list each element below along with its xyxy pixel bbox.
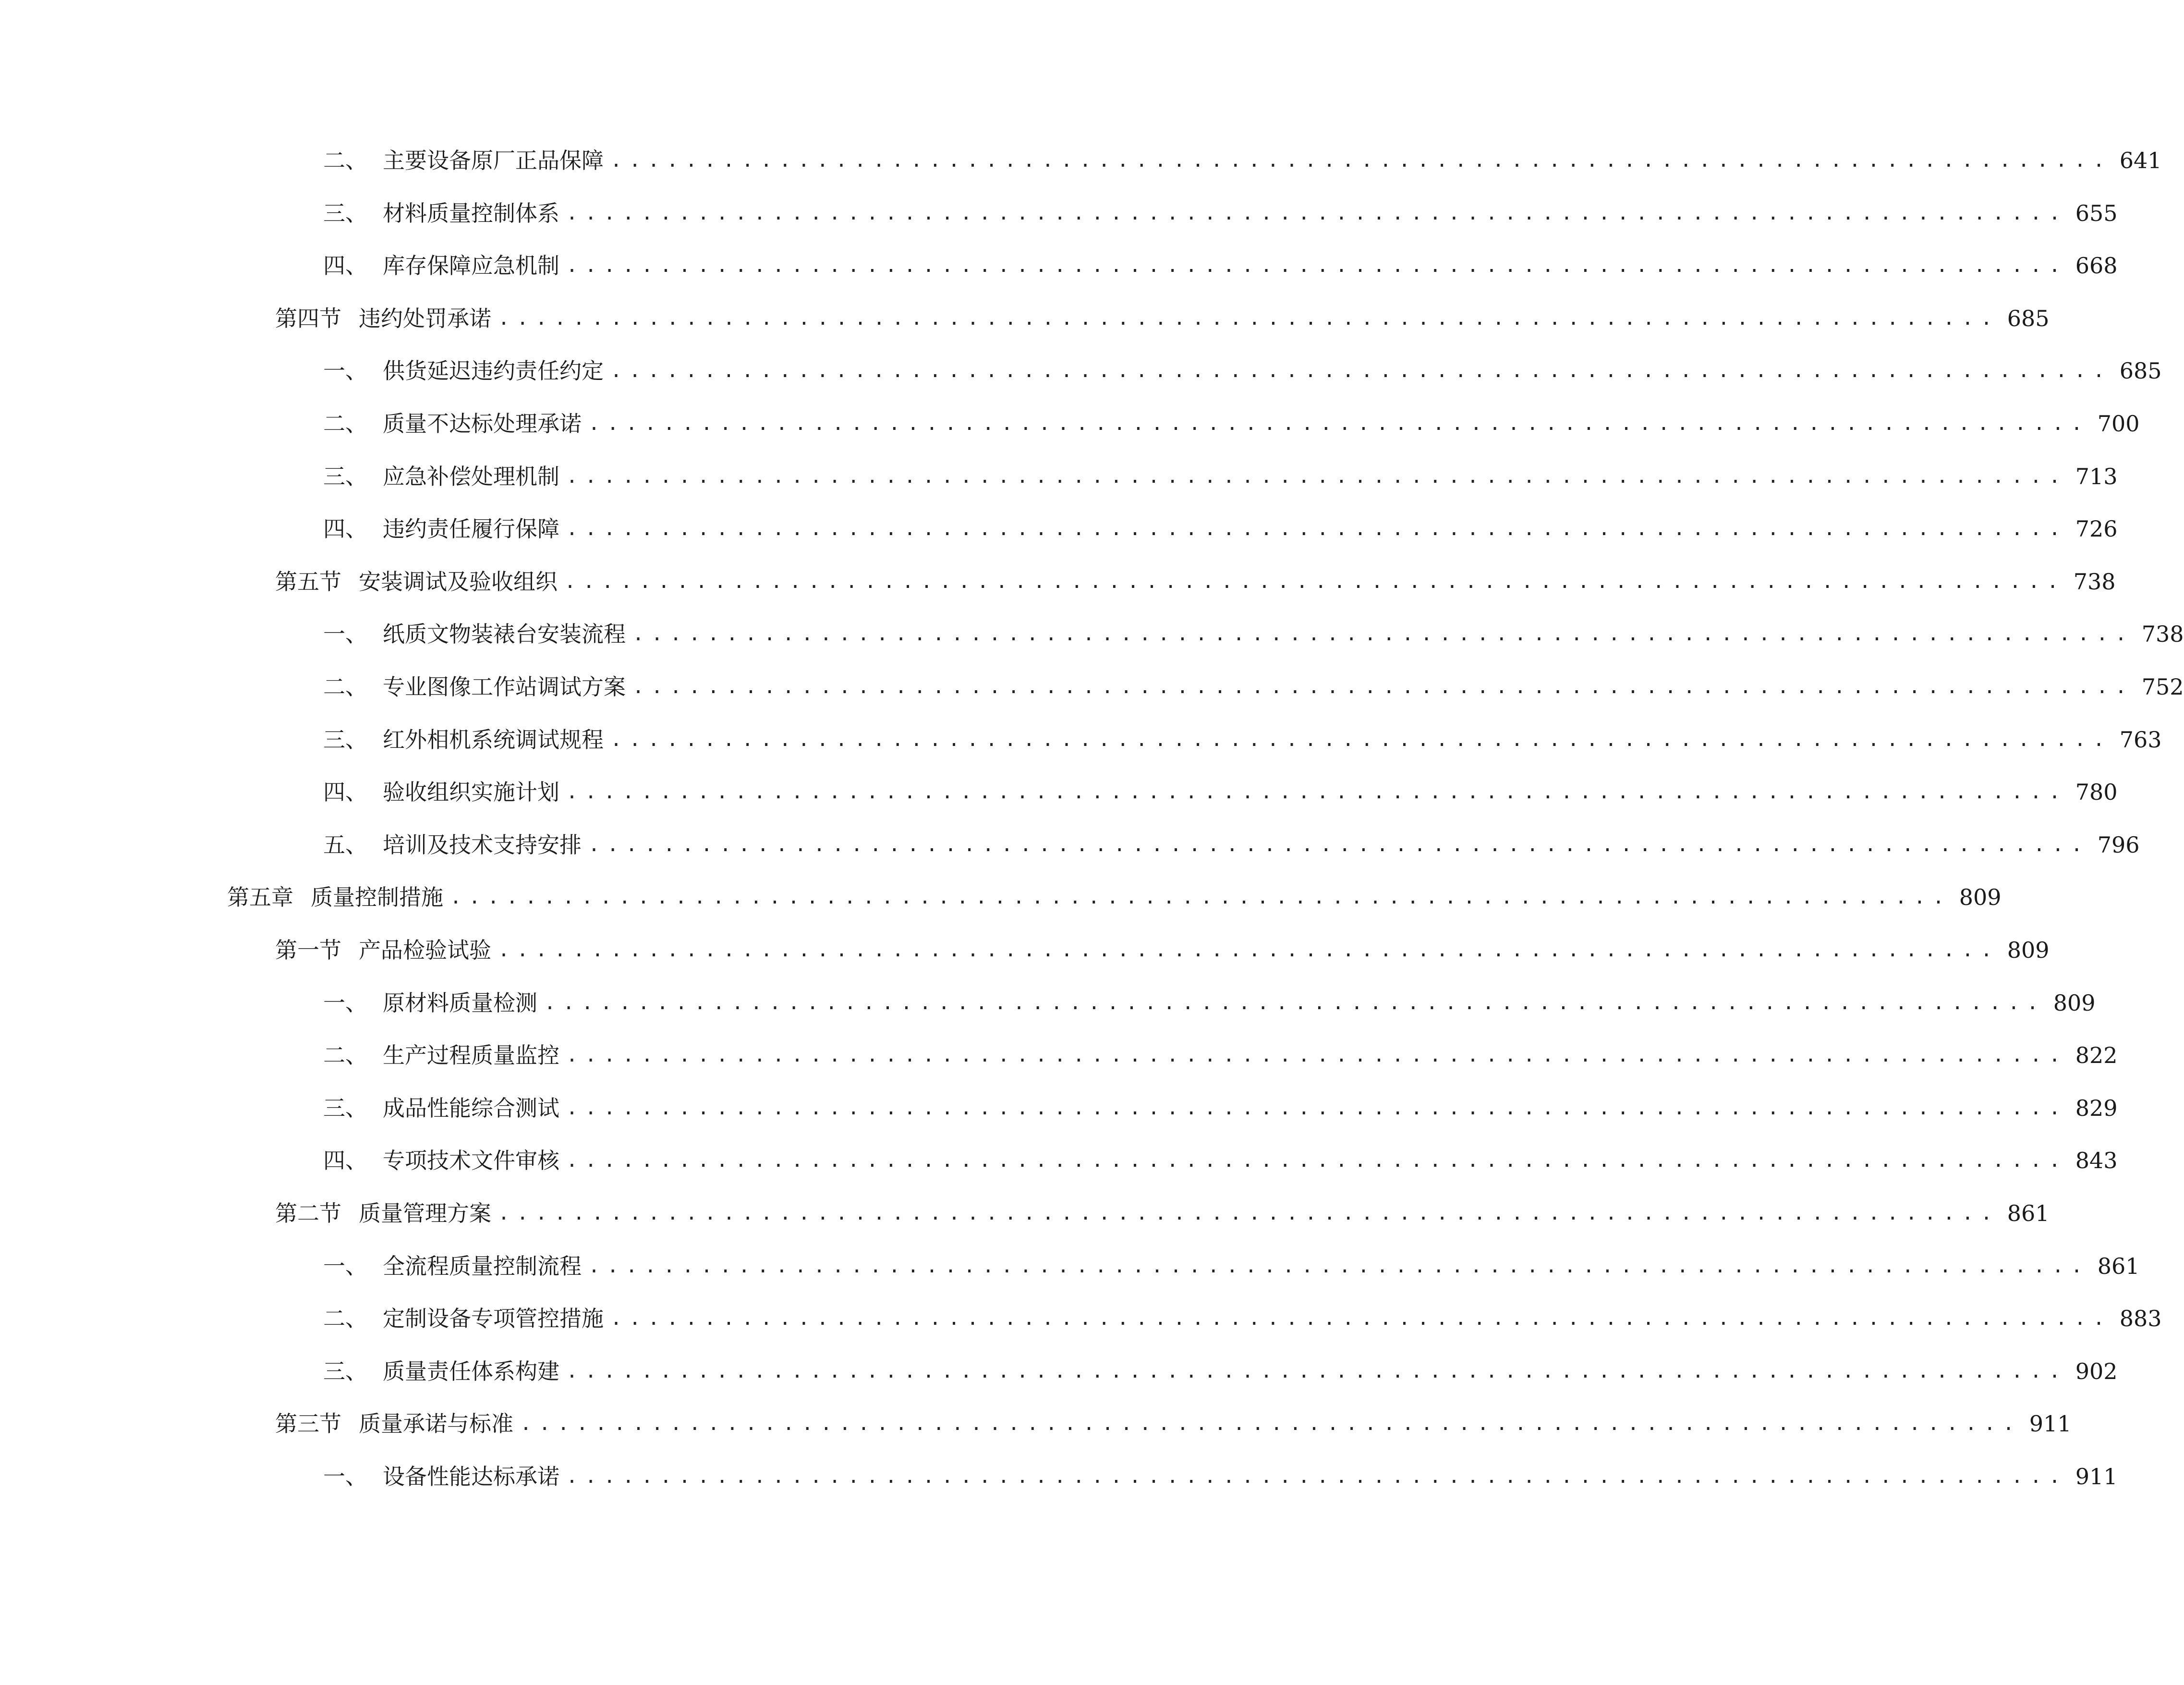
toc-entry[interactable] — [275, 562, 2116, 601]
toc-dot-leader: ................................................................................ — [520, 1413, 2022, 1435]
toc-entry-number: 二、 — [323, 411, 367, 437]
toc-entry-page: 763 — [2119, 727, 2162, 753]
toc-entry[interactable] — [275, 931, 2050, 969]
toc-entry-number: 四、 — [323, 779, 367, 805]
toc-entry-number: 三、 — [323, 1095, 367, 1121]
toc-entry-title: 设备性能达标承诺 — [383, 1464, 559, 1490]
toc-entry-page: 641 — [2119, 147, 2162, 173]
toc-dot-leader: ................................................................................ — [566, 1044, 2068, 1066]
toc-entry-page: 861 — [2097, 1253, 2140, 1279]
toc-dot-leader: ................................................................................ — [566, 781, 2068, 803]
toc-dot-leader: ................................................................................ — [566, 1149, 2068, 1172]
toc-entry[interactable] — [323, 1247, 2140, 1285]
toc-entry-title: 培训及技术支持安排 — [383, 832, 582, 858]
toc-entry[interactable] — [323, 1352, 2118, 1391]
toc-entry-number: 第一节 — [275, 937, 341, 963]
toc-entry-title: 质量管理方案 — [359, 1200, 491, 1226]
toc-entry[interactable] — [323, 826, 2140, 864]
toc-dot-leader: ................................................................................ — [566, 1360, 2068, 1382]
toc-entry-page: 700 — [2097, 411, 2140, 437]
toc-dot-leader: ................................................................................ — [588, 1255, 2090, 1277]
toc-entry[interactable] — [323, 246, 2118, 285]
toc-dot-leader: ................................................................................ — [610, 1307, 2112, 1330]
toc-entry-title: 原材料质量检测 — [383, 990, 537, 1016]
toc-entry[interactable] — [227, 878, 2002, 916]
toc-dot-leader: ................................................................................ — [566, 255, 2068, 277]
toc-entry-title: 库存保障应急机制 — [383, 253, 559, 279]
toc-entry-page: 752 — [2141, 674, 2184, 700]
toc-entry[interactable] — [323, 141, 2162, 180]
toc-dot-leader: ................................................................................ — [632, 676, 2134, 698]
toc-dot-leader: ................................................................................ — [632, 623, 2134, 645]
toc-entry-page: 911 — [2075, 1464, 2118, 1490]
toc-entry-title: 专业图像工作站调试方案 — [383, 674, 626, 700]
toc-entry-title: 应急补偿处理机制 — [383, 464, 559, 489]
toc-entry-page: 796 — [2097, 832, 2140, 858]
toc-entry-page: 738 — [2073, 569, 2116, 595]
toc-entry-title: 红外相机系统调试规程 — [383, 727, 604, 753]
toc-entry[interactable] — [323, 1457, 2118, 1496]
toc-entry[interactable] — [323, 1299, 2162, 1338]
toc-entry-number: 二、 — [323, 147, 367, 173]
toc-entry-title: 纸质文物装裱台安装流程 — [383, 621, 626, 647]
toc-entry-page: 685 — [2007, 305, 2050, 331]
toc-entry[interactable] — [275, 1404, 2072, 1443]
toc-entry-title: 材料质量控制体系 — [383, 200, 559, 226]
toc-entry-page: 655 — [2075, 200, 2118, 226]
toc-dot-leader: ................................................................................ — [498, 939, 2000, 961]
toc-entry-page: 911 — [2029, 1411, 2072, 1437]
toc-entry-number: 二、 — [323, 1306, 367, 1331]
toc-entry-page: 738 — [2141, 621, 2184, 647]
toc-dot-leader: ................................................................................ — [564, 571, 2066, 593]
toc-entry-title: 专项技术文件审核 — [383, 1148, 559, 1173]
toc-entry-title: 质量控制措施 — [311, 884, 443, 910]
toc-entry-page: 780 — [2075, 779, 2118, 805]
toc-entry-page: 883 — [2119, 1306, 2162, 1331]
toc-entry-title: 验收组织实施计划 — [383, 779, 559, 805]
toc-dot-leader: ................................................................................ — [610, 729, 2112, 751]
toc-entry-number: 第四节 — [275, 305, 341, 331]
toc-entry-page: 809 — [2007, 937, 2050, 963]
toc-entry[interactable] — [323, 510, 2118, 548]
toc-entry-number: 一、 — [323, 621, 367, 647]
toc-entry[interactable] — [323, 1036, 2118, 1074]
toc-entry-number: 二、 — [323, 1042, 367, 1068]
toc-dot-leader: ................................................................................ — [498, 1202, 2000, 1224]
toc-entry-number: 四、 — [323, 253, 367, 279]
toc-dot-leader: ................................................................................ — [566, 465, 2068, 488]
toc-dot-leader: ................................................................................ — [450, 886, 1952, 908]
toc-entry-page: 726 — [2075, 516, 2118, 542]
toc-entry-number: 第五章 — [227, 884, 293, 910]
toc-entry-page: 843 — [2075, 1148, 2118, 1173]
toc-entry-number: 四、 — [323, 516, 367, 542]
toc-dot-leader: ................................................................................ — [566, 518, 2068, 540]
toc-entry-number: 三、 — [323, 727, 367, 753]
toc-entry-number: 第五节 — [275, 569, 341, 595]
toc-entry-number: 一、 — [323, 358, 367, 384]
toc-entry-title: 成品性能综合测试 — [383, 1095, 559, 1121]
toc-entry[interactable] — [323, 668, 2184, 706]
toc-entry-number: 一、 — [323, 990, 367, 1016]
toc-entry-title: 全流程质量控制流程 — [383, 1253, 582, 1279]
toc-entry-page: 668 — [2075, 253, 2118, 279]
toc-entry-title: 安装调试及验收组织 — [359, 569, 558, 595]
toc-dot-leader: ................................................................................ — [588, 413, 2090, 435]
toc-entry[interactable] — [323, 1141, 2118, 1180]
toc-entry-page: 809 — [2053, 990, 2096, 1016]
toc-entry-number: 第三节 — [275, 1411, 341, 1437]
toc-dot-leader: ................................................................................ — [610, 360, 2112, 382]
toc-entry-page: 713 — [2075, 464, 2118, 489]
toc-entry-title: 生产过程质量监控 — [383, 1042, 559, 1068]
toc-entry[interactable] — [323, 457, 2118, 496]
toc-entry-page: 809 — [1959, 884, 2002, 910]
toc-entry-number: 一、 — [323, 1253, 367, 1279]
toc-entry-number: 三、 — [323, 464, 367, 489]
toc-entry-title: 主要设备原厂正品保障 — [383, 147, 604, 173]
toc-entry[interactable] — [323, 720, 2162, 759]
toc-entry-number: 三、 — [323, 200, 367, 226]
toc-dot-leader: ................................................................................ — [588, 834, 2090, 856]
toc-dot-leader: ................................................................................ — [566, 1465, 2068, 1488]
toc-entry-title: 质量责任体系构建 — [383, 1358, 559, 1384]
toc-entry[interactable] — [323, 194, 2118, 232]
toc-entry[interactable] — [323, 615, 2184, 653]
toc-dot-leader: ................................................................................ — [610, 149, 2112, 171]
toc-entry-number: 第二节 — [275, 1200, 341, 1226]
toc-dot-leader: ................................................................................ — [566, 202, 2068, 224]
toc-entry-page: 902 — [2075, 1358, 2118, 1384]
toc-entry[interactable] — [323, 352, 2162, 390]
toc-entry-page: 822 — [2075, 1042, 2118, 1068]
toc-entry[interactable] — [323, 1089, 2118, 1127]
toc-entry-title: 质量不达标处理承诺 — [383, 411, 582, 437]
toc-entry-number: 三、 — [323, 1358, 367, 1384]
toc-entry[interactable] — [275, 299, 2050, 338]
toc-entry-page: 685 — [2119, 358, 2162, 384]
toc-dot-leader: ................................................................................ — [498, 307, 2000, 330]
toc-entry-title: 供货延迟违约责任约定 — [383, 358, 604, 384]
toc-entry[interactable] — [323, 984, 2096, 1022]
toc-entry-title: 违约责任履行保障 — [383, 516, 559, 542]
toc-entry-page: 861 — [2007, 1200, 2050, 1226]
toc-entry-number: 五、 — [323, 832, 367, 858]
toc-dot-leader: ................................................................................ — [566, 1097, 2068, 1119]
toc-entry[interactable] — [323, 773, 2118, 811]
toc-entry-number: 四、 — [323, 1148, 367, 1173]
toc-entry-page: 829 — [2075, 1095, 2118, 1121]
toc-dot-leader: ................................................................................ — [544, 992, 2046, 1014]
toc-entry-number: 二、 — [323, 674, 367, 700]
toc-entry-title: 产品检验试验 — [359, 937, 491, 963]
toc-entry-number: 一、 — [323, 1464, 367, 1490]
toc-entry-title: 违约处罚承诺 — [359, 305, 491, 331]
toc-entry[interactable] — [323, 404, 2140, 443]
toc-entry-title: 质量承诺与标准 — [359, 1411, 513, 1437]
toc-entry-title: 定制设备专项管控措施 — [383, 1306, 604, 1331]
toc-entry[interactable] — [275, 1194, 2050, 1233]
